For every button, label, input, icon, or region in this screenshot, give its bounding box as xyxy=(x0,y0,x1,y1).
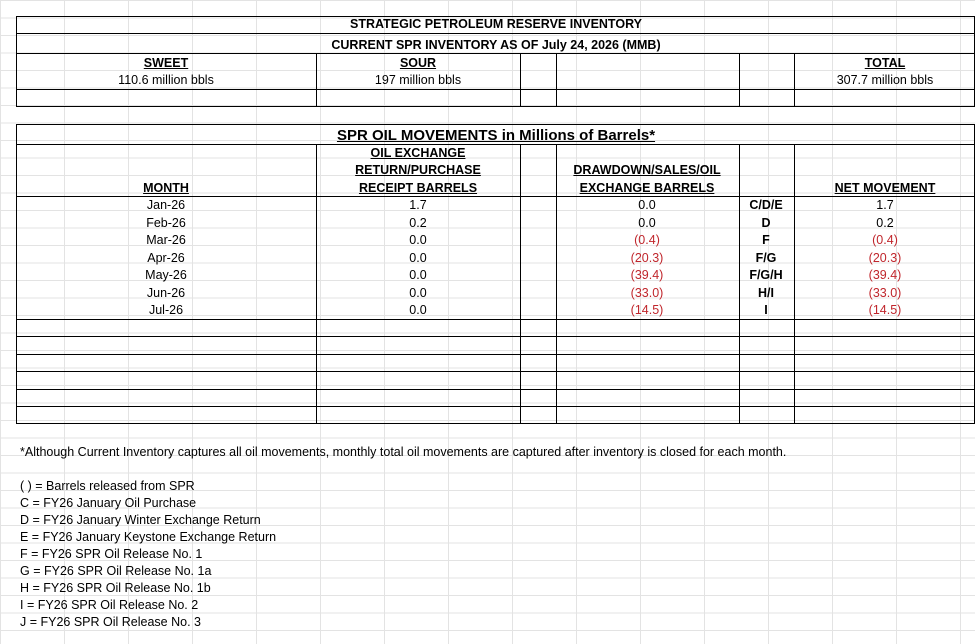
total-label: TOTAL xyxy=(864,56,906,70)
drawdown-cell: (39.4) xyxy=(630,268,664,282)
month-cell: Mar-26 xyxy=(146,233,186,247)
net-cell: 1.7 xyxy=(876,198,894,212)
month-cell: May-26 xyxy=(145,268,187,282)
total-value: 307.7 million bbls xyxy=(836,73,934,87)
legend-item: G = FY26 SPR Oil Release No. 1a xyxy=(20,564,212,578)
sweet-label: SWEET xyxy=(143,56,189,70)
receipt-cell: 0.2 xyxy=(409,215,427,230)
grid-line xyxy=(16,33,975,34)
spreadsheet-table xyxy=(16,0,975,424)
legend-item: J = FY26 SPR Oil Release No. 3 xyxy=(20,615,201,629)
receipt-column-header-line1: OIL EXCHANGE xyxy=(370,146,466,160)
legend-item: I = FY26 SPR Oil Release No. 2 xyxy=(20,598,199,612)
receipt-cell: 0.0 xyxy=(409,268,427,282)
net-cell: (20.3) xyxy=(868,250,902,265)
legend-item: H = FY26 SPR Oil Release No. 1b xyxy=(20,581,211,595)
drawdown-cell: (33.0) xyxy=(630,285,664,300)
net-cell: 0.2 xyxy=(876,215,894,230)
sour-label: SOUR xyxy=(399,56,437,70)
grid-line xyxy=(16,53,975,54)
net-cell: (39.4) xyxy=(868,268,902,282)
grid-line xyxy=(520,53,521,107)
receipt-cell: 1.7 xyxy=(409,198,427,212)
legend-item: F = FY26 SPR Oil Release No. 1 xyxy=(20,547,203,561)
code-cell: F/G xyxy=(755,250,777,265)
drawdown-cell: (0.4) xyxy=(634,233,660,247)
grid-line xyxy=(16,354,975,355)
inventory-date-heading: CURRENT SPR INVENTORY AS OF July 24, 2026 (MMB) xyxy=(331,38,661,52)
grid-line xyxy=(556,144,557,424)
drawdown-column-header-line2: EXCHANGE BARRELS xyxy=(579,181,715,195)
code-cell: C/D/E xyxy=(749,198,783,212)
code-cell: H/I xyxy=(758,285,774,300)
code-cell: F xyxy=(762,233,770,247)
grid-line xyxy=(739,144,740,424)
drawdown-cell: (20.3) xyxy=(630,250,664,265)
drawdown-cell: (14.5) xyxy=(630,303,664,317)
grid-line xyxy=(16,144,975,145)
legend-item: ( ) = Barrels released from SPR xyxy=(20,479,195,493)
receipt-cell: 0.0 xyxy=(409,250,427,265)
sweet-value: 110.6 million bbls xyxy=(118,73,214,87)
month-cell: Feb-26 xyxy=(146,215,186,230)
drawdown-column-header-line1: DRAWDOWN/SALES/OIL xyxy=(573,163,721,177)
month-cell: Jul-26 xyxy=(148,303,184,317)
receipt-column-header-line2: RETURN/PURCHASE xyxy=(355,163,481,177)
receipt-column-header-line3: RECEIPT BARRELS xyxy=(358,181,478,195)
legend-item: E = FY26 January Keystone Exchange Return xyxy=(20,530,277,544)
grid-line xyxy=(794,144,795,424)
month-cell: Jan-26 xyxy=(146,198,186,212)
receipt-cell: 0.0 xyxy=(409,303,427,317)
grid-line xyxy=(16,371,975,372)
movements-title: SPR OIL MOVEMENTS in Millions of Barrels* xyxy=(336,127,656,144)
drawdown-cell: 0.0 xyxy=(638,198,656,212)
grid-line xyxy=(16,89,975,90)
drawdown-cell: 0.0 xyxy=(638,215,656,230)
net-column-header: NET MOVEMENT xyxy=(834,181,936,195)
legend-item: C = FY26 January Oil Purchase xyxy=(20,496,197,510)
receipt-cell: 0.0 xyxy=(409,285,427,300)
receipt-cell: 0.0 xyxy=(409,233,427,247)
net-cell: (33.0) xyxy=(868,285,902,300)
grid-line xyxy=(16,389,975,390)
sour-value: 197 million bbls xyxy=(374,73,462,87)
code-cell: F/G/H xyxy=(749,268,783,282)
code-cell: I xyxy=(764,303,768,317)
grid-line xyxy=(16,196,975,197)
grid-line xyxy=(556,53,557,107)
month-column-header: MONTH xyxy=(143,181,189,195)
grid-line xyxy=(316,53,317,107)
grid-line xyxy=(16,319,975,320)
grid-line xyxy=(520,144,521,424)
grid-line xyxy=(794,53,795,107)
code-cell: D xyxy=(761,215,771,230)
net-cell: (0.4) xyxy=(872,233,898,247)
grid-line xyxy=(16,336,975,337)
grid-line xyxy=(739,53,740,107)
grid-line xyxy=(316,144,317,424)
page-title: STRATEGIC PETROLEUM RESERVE INVENTORY xyxy=(350,17,642,31)
month-cell: Apr-26 xyxy=(147,250,185,265)
footnote: *Although Current Inventory captures all oil movements, monthly total oil movements are captured after inventory is closed for each month. xyxy=(20,445,787,459)
net-cell: (14.5) xyxy=(868,303,902,317)
legend-item: D = FY26 January Winter Exchange Return xyxy=(20,513,261,527)
month-cell: Jun-26 xyxy=(146,285,186,300)
grid-line xyxy=(16,406,975,407)
